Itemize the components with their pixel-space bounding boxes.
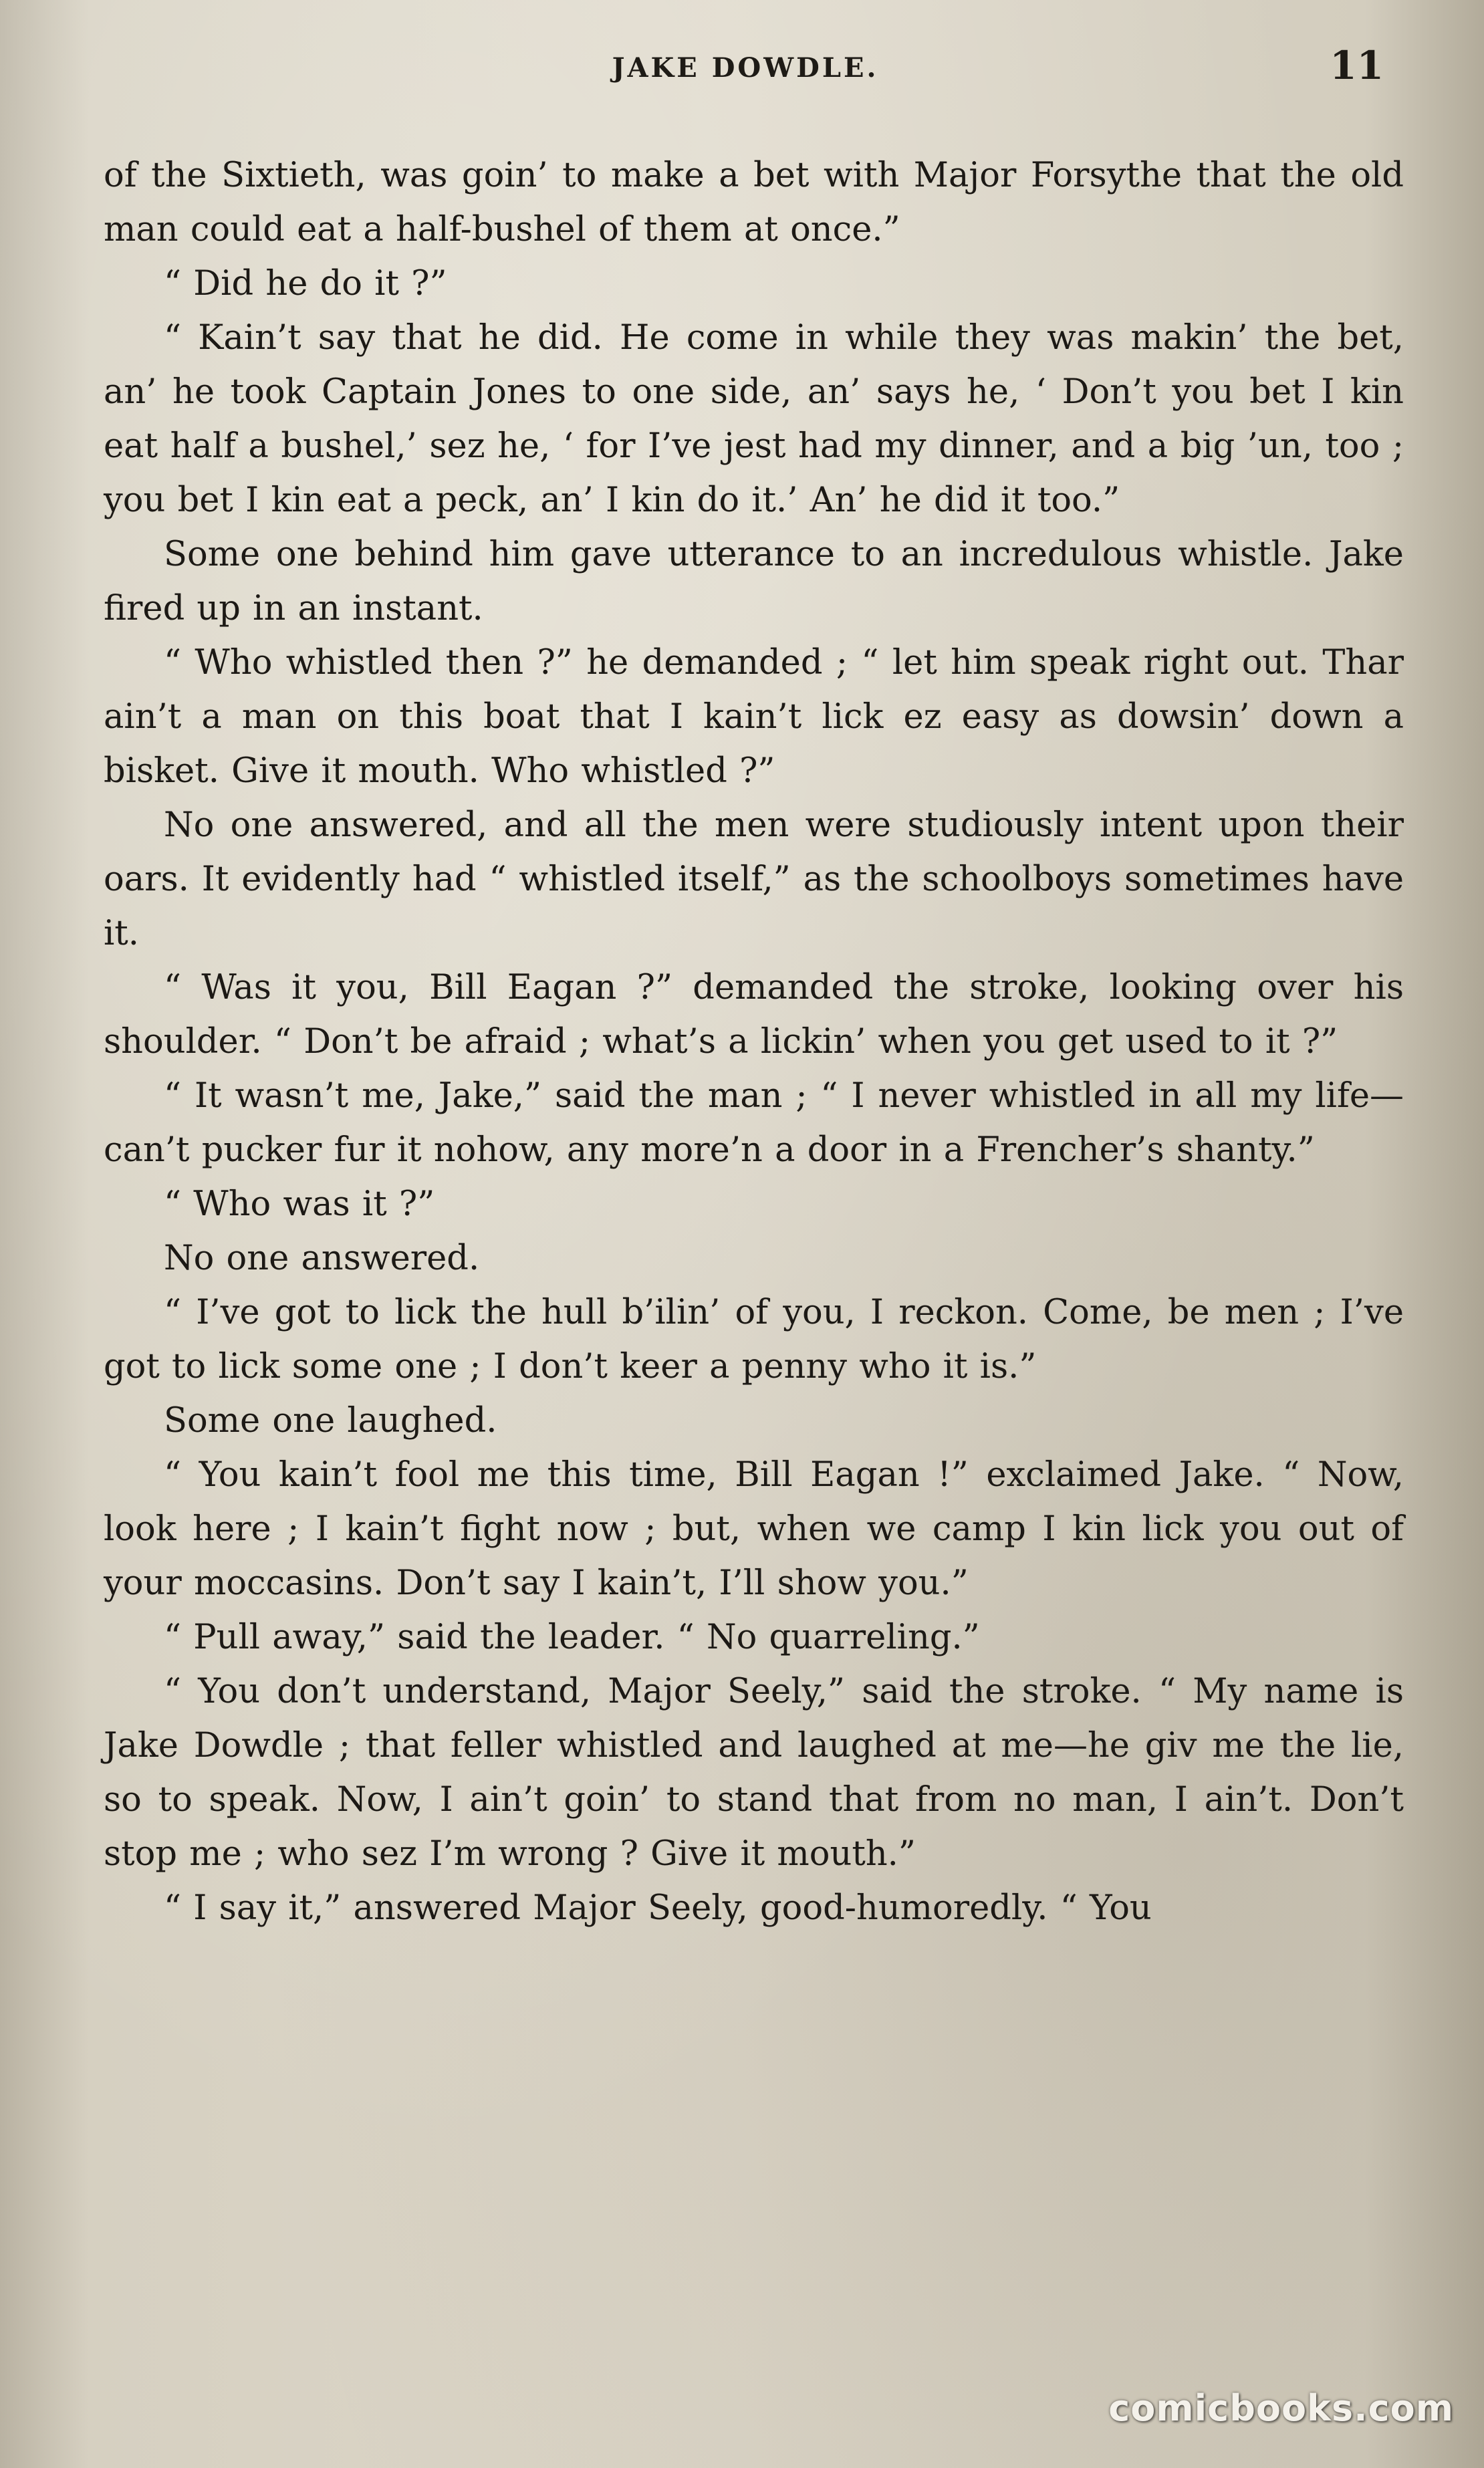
paragraph: “ You kain’t fool me this time, Bill Eagan !” exclaimed Jake. “ Now, look here ; I kain’t fight now ; but, when we camp I kin lick you out of your moccasins. Don’t say I kain’t, I’ll show you.” (104, 1455, 1404, 1603)
paragraph: “ Did he do it ?” (164, 264, 447, 303)
paragraph: Some one laughed. (164, 1401, 497, 1441)
paragraph: “ It wasn’t me, Jake,” said the man ; “ I never whistled in all my life—can’t pucker fur it nohow, any more’n a door in a Frencher’s shanty.” (104, 1076, 1404, 1170)
paragraph: “ I’ve got to lick the hull b’ilin’ of you, I reckon. Come, be men ; I’ve got to lick some one ; I don’t keer a penny who it is.” (104, 1293, 1404, 1386)
paragraph: “ Who whistled then ?” he demanded ; “ let him speak right out. Thar ain’t a man on this boat that I kain’t lick ez easy as dowsin’ down a bisket. Give it mouth. Who whistled ?” (104, 643, 1404, 791)
paragraph: “ Who was it ?” (164, 1185, 435, 1224)
page-header (107, 43, 1384, 96)
paragraph: “ Pull away,” said the leader. “ No quarreling.” (164, 1618, 980, 1657)
paragraph: of the Sixtieth, was goin’ to make a bet with Major Forsythe that the old man could eat a half-bushel of them at once.” (104, 156, 1404, 249)
paragraph: Some one behind him gave utterance to an incredulous whistle. Jake fired up in an instant. (104, 535, 1404, 628)
paragraph: No one answered, and all the men were studiously intent upon their oars. It evidently had “ whistled itself,” as the schoolboys sometimes have it. (104, 806, 1404, 953)
paragraph: “ You don’t understand, Major Seely,” said the stroke. “ My name is Jake Dowdle ; that feller whistled and laughed at me—he giv me the lie, so to speak. Now, I ain’t goin’ to stand that from no man, I ain’t. Don’t stop me ; who sez I’m wrong ? Give it mouth.” (104, 1672, 1404, 1874)
paragraph: No one answered. (164, 1239, 480, 1278)
paragraph: “ Was it you, Bill Eagan ?” demanded the stroke, looking over his shoulder. “ Don’t be afraid ; what’s a lickin’ when you get used to it ?” (104, 968, 1404, 1062)
paragraph: “ I say it,” answered Major Seely, good-humoredly. “ You (164, 1888, 1152, 1928)
paragraph: “ Kain’t say that he did. He come in while they was makin’ the bet, an’ he took Captain Jones to one side, an’ says he, ‘ Don’t you bet I kin eat half a bushel,’ sez he, ‘ for I’ve jest had my dinner, and a big ’un, too ; you bet I kin eat a peck, an’ I kin do it.’ An’ he did it too.” (104, 318, 1404, 520)
watermark: comicbooks.com (1108, 2387, 1454, 2429)
running-head: JAKE DOWDLE. (612, 52, 879, 84)
page-number: 11 (1330, 43, 1384, 88)
body-text (104, 148, 1404, 1935)
